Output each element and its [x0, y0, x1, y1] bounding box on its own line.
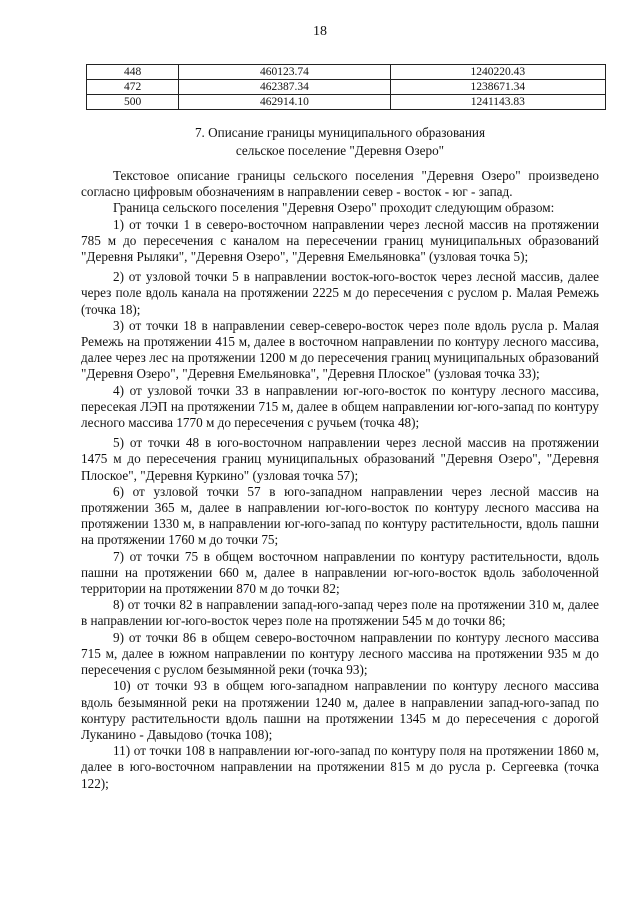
coordinates-table [86, 64, 606, 110]
lead-paragraph: Граница сельского поселения "Деревня Озеро" проходит следующим образом: [113, 200, 555, 216]
section-title [80, 124, 600, 160]
boundary-segment-4: 4) от узловой точки 33 в направлении юг-юго-восток по контуру лесного массива, пересекая ЛЭП на протяжении 715 м, далее в общем направлении юг-юго-запад по контуру лесного массива 1770 м до пересечения с ручьем (точка 48); [81, 382, 599, 431]
table-row [87, 65, 606, 80]
boundary-segment-1: 1) от точки 1 в северо-восточном направлении через лесной массив на протяжении 785 м до пересечения с каналом на пересечении границ муниципальных образований "Деревня Рыляки", "Деревня Озеро", "Деревня Емельяновка" (узловая точка 5); [81, 216, 599, 265]
point-number-cell: 472 [87, 80, 179, 95]
point-number-cell: 448 [87, 65, 179, 80]
boundary-segment-2: 2) от узловой точки 5 в направлении восток-юго-восток через лесной массив, далее через поле вдоль канала на протяжении 2225 м до пересечения с руслом р. Малая Ремежь (точка 18); [81, 269, 599, 317]
boundary-segment-3: 3) от точки 18 в направлении север-северо-восток через поле вдоль русла р. Малая Ремежь на протяжении 415 м, далее в восточном направлении по контуру лесного массива, далее через лес на протяжении 1200 м до пересечения границ муниципальных образований "Деревня Озеро", "Деревня Емельяновка", "Деревня Плоское" (узловая точка 33); [81, 317, 599, 382]
y-coordinate-cell: 1238671.34 [390, 80, 605, 95]
page-number: 18 [313, 24, 327, 39]
boundary-segment-7: 7) от точки 75 в общем восточном направлении по контуру растительности, вдоль пашни на протяжении 660 м, далее в направлении юг-юго-восток вдоль заболоченной территории на протяжении 870 м до точки 82; [81, 548, 599, 597]
intro-paragraph: Текстовое описание границы сельского поселения "Деревня Озеро" произведено согласно цифровым обозначениям в направлении север - восток - юг - запад. [81, 168, 599, 200]
section-title-line-2: сельское поселение "Деревня Озеро" [235, 143, 445, 158]
section-title-line-1: 7. Описание границы муниципального образования [194, 125, 486, 140]
boundary-segment-11: 11) от точки 108 в направлении юг-юго-запад по контуру поля на протяжении 1860 м, далее в юго-восточном направлении на протяжении 815 м до русла р. Сергеевка (точка 122); [81, 743, 599, 791]
x-coordinate-cell: 460123.74 [179, 65, 390, 80]
x-coordinate-cell: 462914.10 [179, 95, 390, 110]
x-coordinate-cell: 462387.34 [179, 80, 390, 95]
boundary-description [81, 168, 599, 792]
boundary-segment-5: 5) от точки 48 в юго-восточном направлении через лесной массив на протяжении 1475 м до пересечения границ муниципальных образований "Деревня Озеро", "Деревня Плоское", "Деревня Куркино" (узловая точка 57); [81, 435, 599, 483]
table-row [87, 80, 606, 95]
boundary-segment-8: 8) от точки 82 в направлении запад-юго-запад через поле на протяжении 310 м, далее в направлении юг-юго-восток через поле на протяжении 545 м до точки 86; [81, 597, 599, 629]
boundary-segment-6: 6) от узловой точки 57 в юго-западном направлении через лесной массив на протяжении 365 м, далее в направлении юг-юго-восток по контуру лесного массива на протяжении 1330 м, в направлении юг-юго-запад по контуру растительности, вдоль пашни на протяжении 1760 м до точки 75; [81, 483, 599, 548]
point-number-cell: 500 [87, 95, 179, 110]
table-row [87, 95, 606, 110]
boundary-segment-10: 10) от точки 93 в общем юго-западном направлении по контуру лесного массива вдоль безымянной реки на протяжении 1240 м, далее в направлении запад-юго-запад по контуру растительности вдоль пашни на протяжении 1345 м до пересечения с дорогой Луканино - Давыдово (точка 108); [81, 678, 599, 742]
boundary-segment-9: 9) от точки 86 в общем северо-восточном направлении по контуру лесного массива 715 м, далее в южном направлении по контуру лесного массива на протяжении 935 м до пересечения с руслом безымянной реки (точка 93); [81, 629, 599, 678]
y-coordinate-cell: 1240220.43 [390, 65, 605, 80]
y-coordinate-cell: 1241143.83 [390, 95, 605, 110]
